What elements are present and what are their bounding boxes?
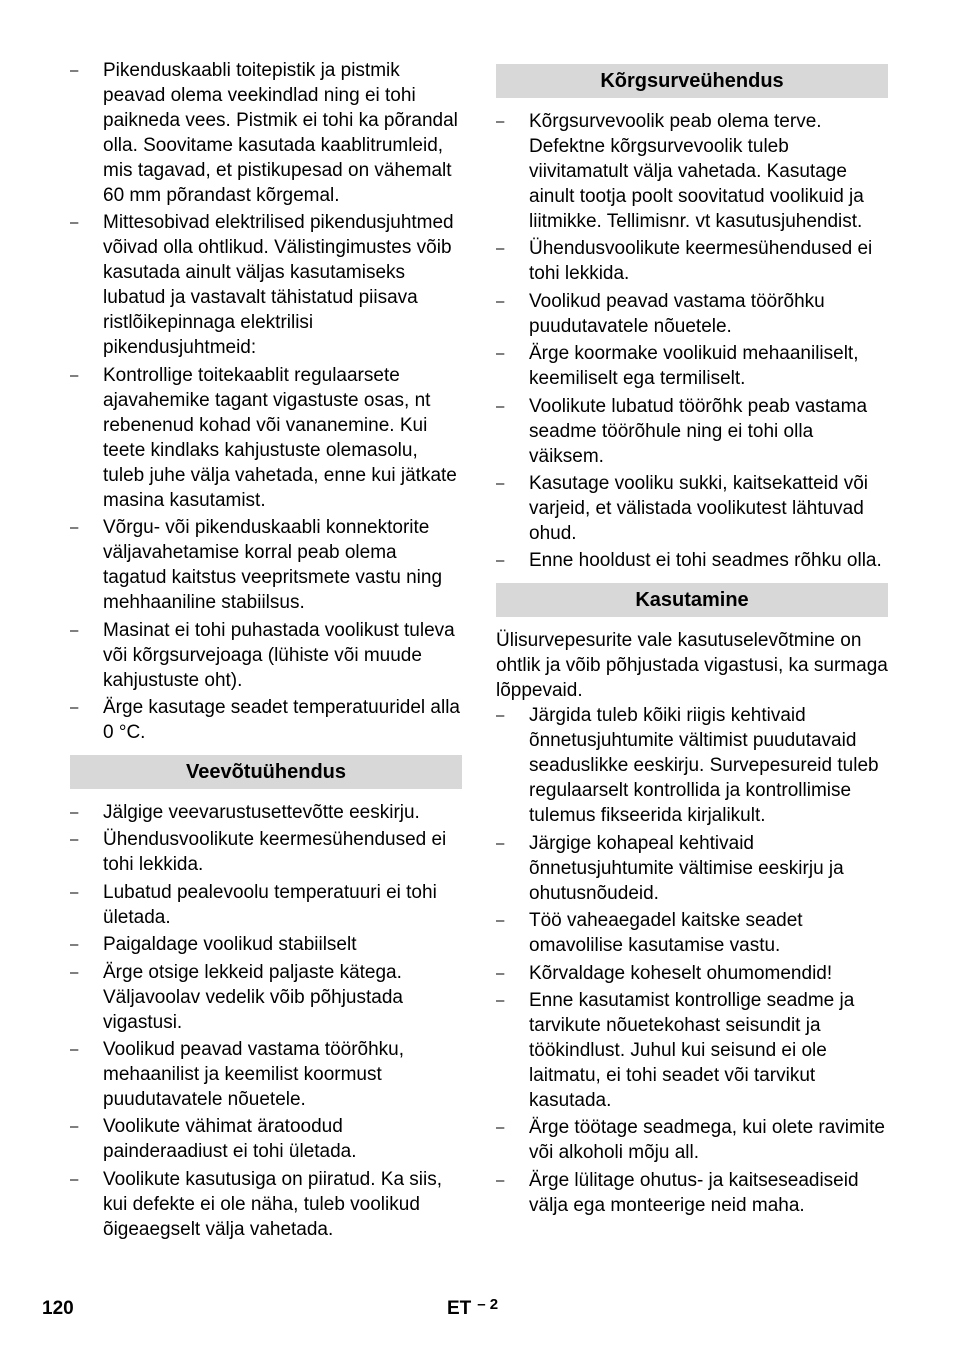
list-item: – Ärge otsige lekkeid paljaste kätega. Väljavoolav vedelik võib põhjustada vigastusi. <box>70 960 462 1035</box>
language-footer <box>447 1296 498 1322</box>
list-item: – Kõrvaldage koheselt ohumomendid! <box>496 961 888 986</box>
list-item: – Kõrgsurvevoolik peab olema terve. Defektne kõrgsurvevoolik tuleb viivitamatult välja vahetada. Kasutage ainult tootja poolt soovitatud voolikuid ja liitmikke. Tellimisnr. vt kasutusjuhendist. <box>496 109 888 234</box>
left-list-1 <box>70 58 462 745</box>
list-item: – Ärge töötage seadmega, kui olete ravimite või alkoholi mõju all. <box>496 1115 888 1165</box>
list-item: – Töö vaheaegadel kaitske seadet omavolilise kasutamise vastu. <box>496 908 888 958</box>
section-heading-veevotuuhendus: Veevõtuühendus <box>70 755 462 789</box>
section-heading-korgsurveuhendus: Kõrgsurveühendus <box>496 64 888 98</box>
right-list-2 <box>496 703 888 1217</box>
list-item: – Ärge lülitage ohutus- ja kaitseseadiseid välja ega monteerige neid maha. <box>496 1168 888 1218</box>
list-item: – Kasutage vooliku sukki, kaitsekatteid või varjeid, et välistada voolikutest lähtuvad ohud. <box>496 471 888 546</box>
list-item: – Lubatud pealevoolu temperatuuri ei tohi ületada. <box>70 880 462 930</box>
section-heading-kasutamine: Kasutamine <box>496 583 888 617</box>
right-list-1 <box>496 109 888 573</box>
left-list-2 <box>70 800 462 1242</box>
list-item: – Paigaldage voolikud stabiilselt <box>70 932 462 957</box>
list-item: – Ärge koormake voolikuid mehaaniliselt, keemiliselt ega termiliselt. <box>496 341 888 391</box>
list-item: – Voolikute kasutusiga on piiratud. Ka siis, kui defekte ei ole näha, tuleb voolikud õigeaegselt välja vahetada. <box>70 1167 462 1242</box>
list-item: – Pikenduskaabli toitepistik ja pistmik peavad olema veekindlad ning ei tohi paikneda vees. Pistmik ei tohi ka põrandal olla. Soovitame kasutada kaablitrumleid, mis tagavad, et pistikupesad on vähemalt 60 mm põrandast kõrgemal. <box>70 58 462 208</box>
list-item: – Jälgige veevarustusettevõtte eeskirju. <box>70 800 462 825</box>
language-code: ET <box>447 1298 472 1319</box>
sub-page-number: – 2 <box>477 1296 499 1313</box>
list-item: – Järgige kohapeal kehtivaid õnnetusjuhtumite vältimise eeskirju ja ohutusnõudeid. <box>496 831 888 906</box>
right-column <box>496 58 888 1220</box>
list-item: – Ühendusvoolikute keermesühendused ei tohi lekkida. <box>70 827 462 877</box>
list-item: – Ühendusvoolikute keermesühendused ei tohi lekkida. <box>496 236 888 286</box>
list-item: – Voolikute lubatud töörõhk peab vastama seadme töörõhule ning ei tohi olla väiksem. <box>496 394 888 469</box>
list-item: – Mittesobivad elektrilised pikendusjuhtmed võivad olla ohtlikud. Välistingimustes võib kasutada ainult väljas kasutamiseks lubatud ja vastavalt tähistatud piisava ristlõikepinnaga elektrilisi pikendusjuhtmeid: <box>70 210 462 360</box>
left-column <box>70 58 462 1244</box>
list-item: – Masinat ei tohi puhastada voolikust tuleva või kõrgsurvejoaga (lühiste või muude kahjustuste oht). <box>70 618 462 693</box>
list-item: – Enne hooldust ei tohi seadmes rõhku olla. <box>496 548 888 573</box>
list-item: – Ärge kasutage seadet temperatuuridel alla 0 °C. <box>70 695 462 745</box>
list-item: – Voolikud peavad vastama töörõhku puudutavatele nõuetele. <box>496 289 888 339</box>
list-item: – Voolikud peavad vastama töörõhku, mehaanilist ja keemilist koormust puudutavatele nõuetele. <box>70 1037 462 1112</box>
kasutamine-intro: Ülisurvepesurite vale kasutuselevõtmine on ohtlik ja võib põhjustada vigastusi, ka surmaga lõppevaid. <box>496 630 888 702</box>
list-item: – Kontrollige toitekaablit regulaarsete ajavahemike tagant vigastuste osas, nt rebenenud kohad või vananemine. Kui teete kindlaks kahjustuste olemasolu, tuleb juhe välja vahetada, enne kui jätkate masina kasutamist. <box>70 363 462 513</box>
list-item: – Võrgu- või pikenduskaabli konnektorite väljavahetamise korral peab olema tagatud kaitstus veepritsmete vastu ning mehhaaniline stabiilsus. <box>70 515 462 615</box>
list-item: – Järgida tuleb kõiki riigis kehtivaid õnnetusjuhtumite vältimist puudutavaid seaduslikke eeskirju. Survepesureid tuleb regulaarselt kontrollida ja kontrollimise tulemus fikseerida kirjalikult. <box>496 703 888 828</box>
list-item: – Enne kasutamist kontrollige seadme ja tarvikute nõuetekohast seisundit ja töökindlust. Juhul kui seisund ei ole laitmatu, ei tohi seadet või tarvikut kasutada. <box>496 988 888 1113</box>
page-number: 120 <box>42 1298 74 1319</box>
list-item: – Voolikute vähimat äratoodud painderaadiust ei tohi ületada. <box>70 1114 462 1164</box>
